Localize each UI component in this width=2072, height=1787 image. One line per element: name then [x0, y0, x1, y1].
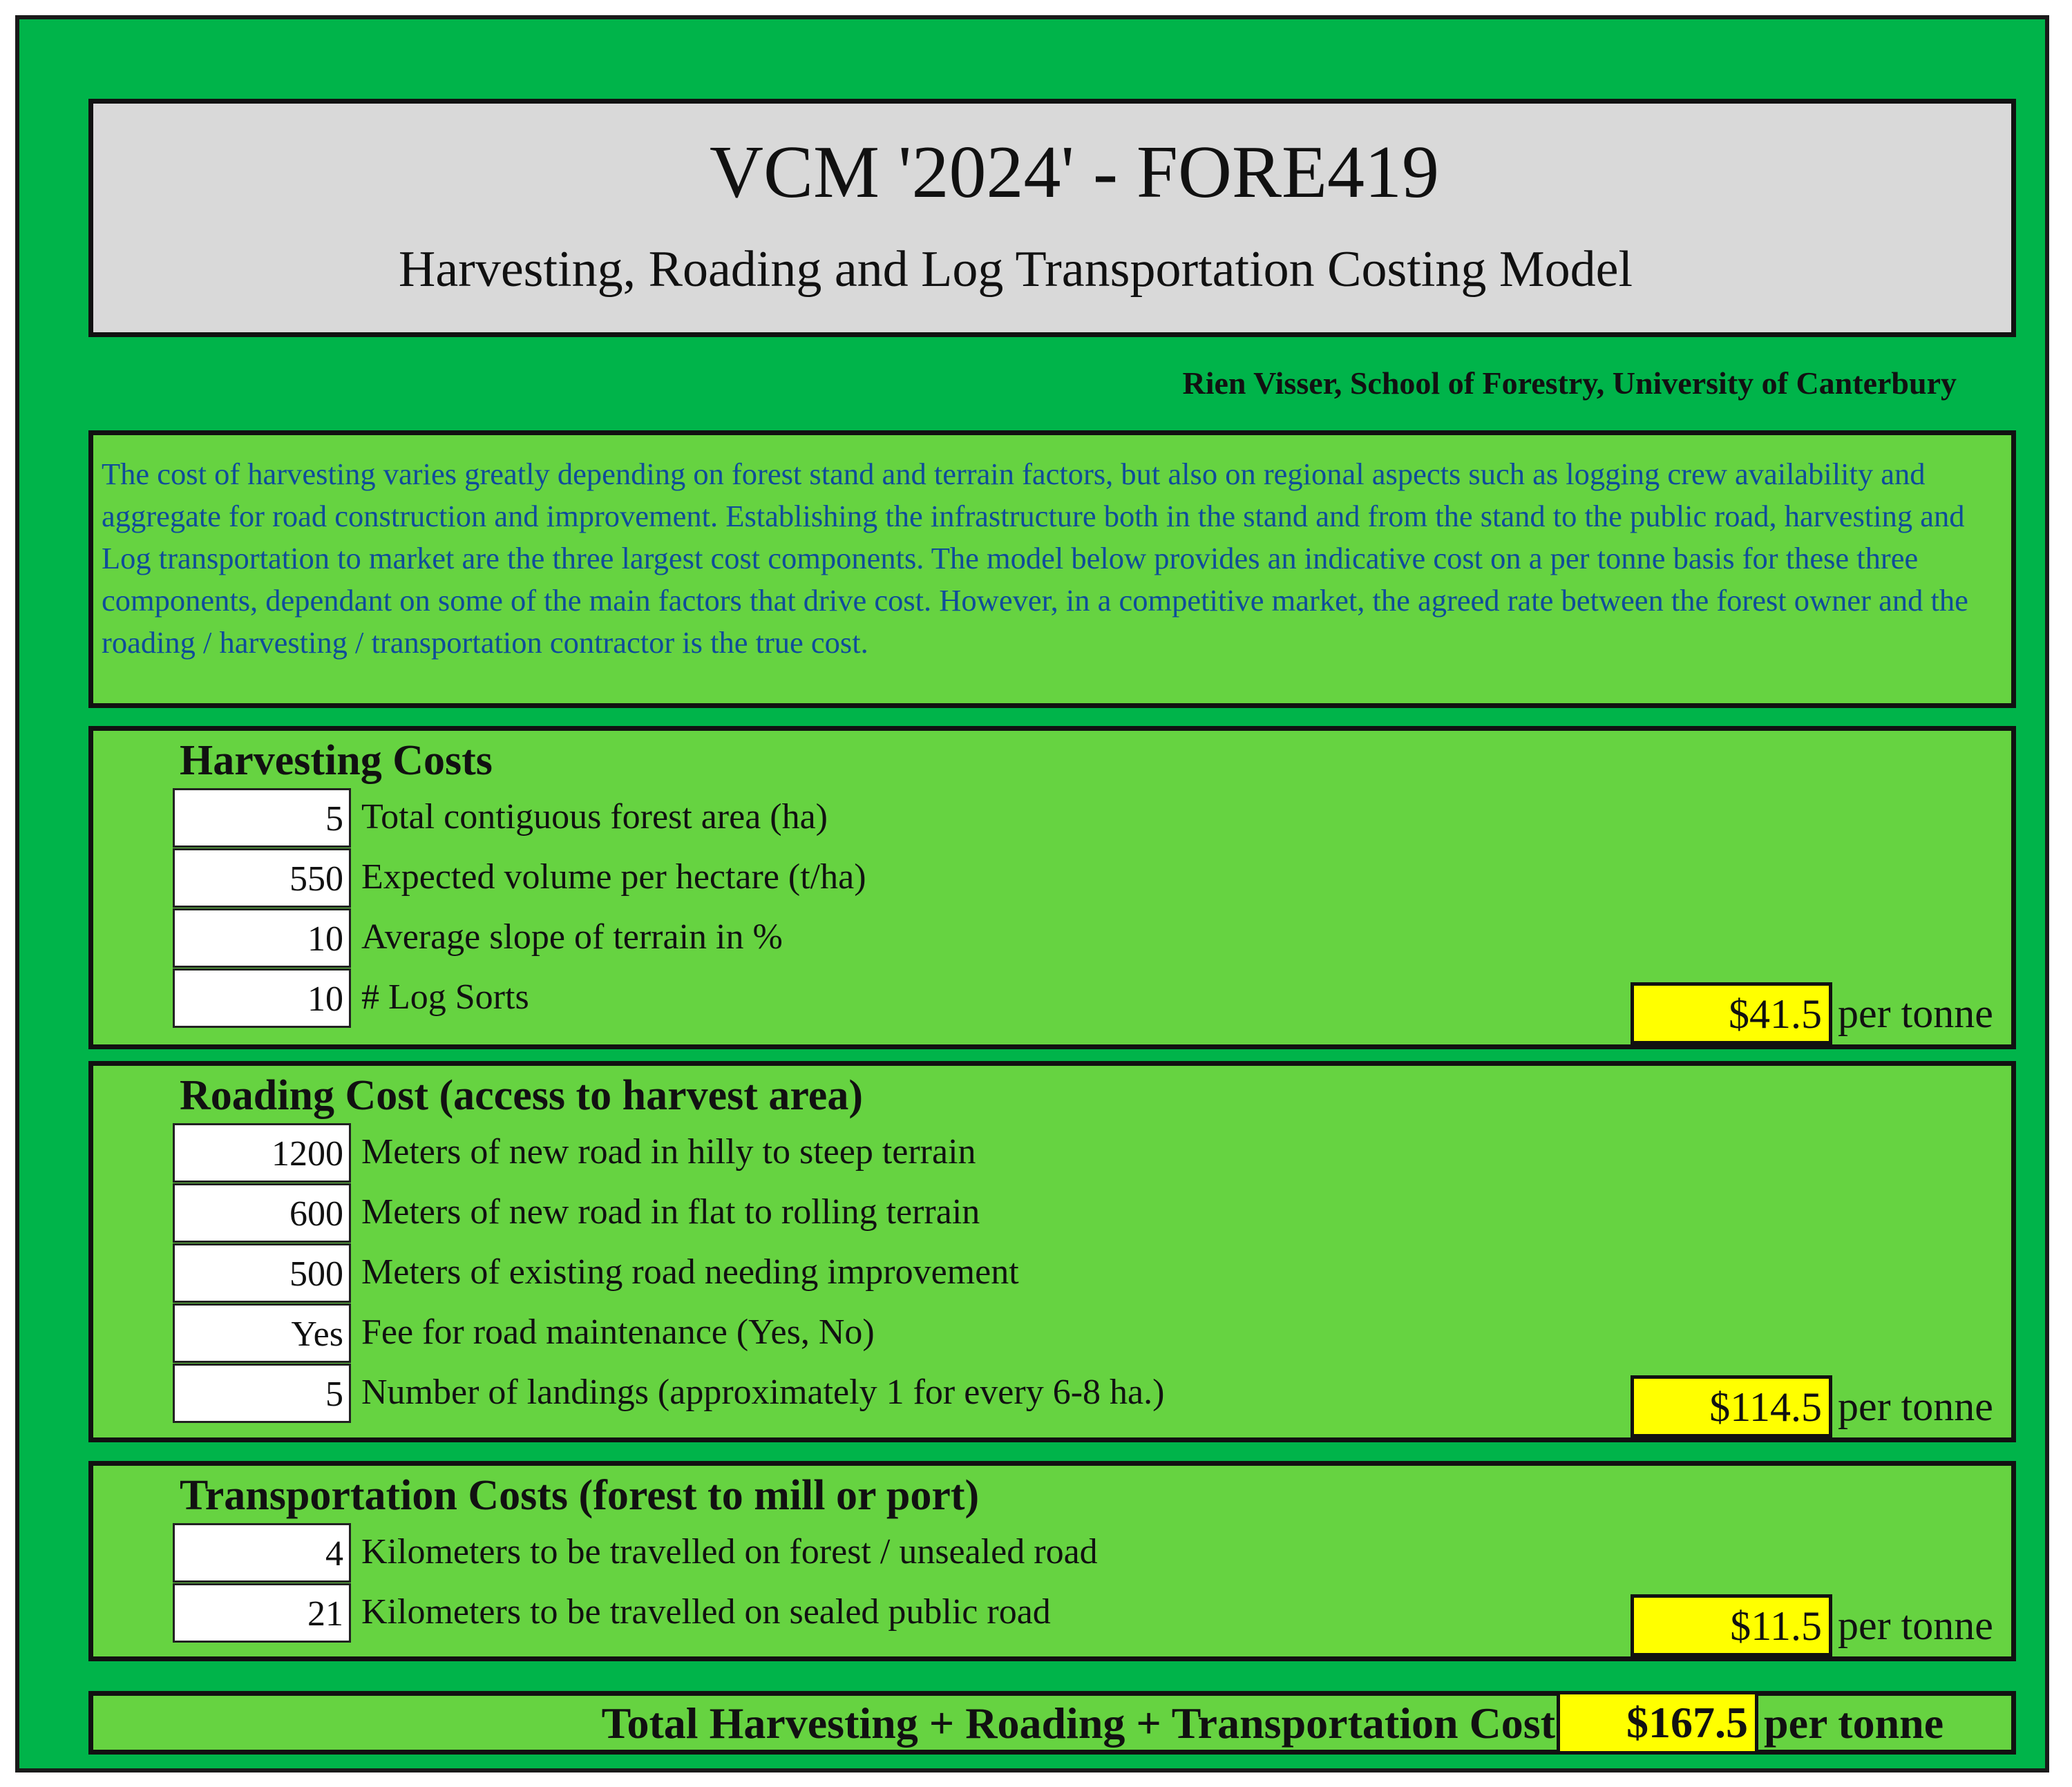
roading-section — [88, 1061, 2016, 1442]
steep-road-meters-label: Meters of new road in hilly to steep terrain — [361, 1132, 976, 1172]
total-cost-result: $167.5 — [1557, 1691, 1758, 1755]
model-frame — [15, 15, 2049, 1772]
harvesting-section — [88, 726, 2016, 1049]
volume-per-hectare-label: Expected volume per hectare (t/ha) — [361, 857, 866, 897]
transport-unit-label: per tonne — [1838, 1603, 1993, 1648]
landings-label: Number of landings (approximately 1 for every 6-8 ha.) — [361, 1373, 1165, 1412]
flat-road-meters-input[interactable]: 600 — [173, 1183, 351, 1243]
title-panel — [88, 99, 2016, 337]
road-improvement-label: Meters of existing road needing improvement — [361, 1252, 1019, 1292]
log-sorts-input[interactable]: 10 — [173, 968, 351, 1028]
maintenance-fee-input[interactable]: Yes — [173, 1303, 351, 1363]
roading-title: Roading Cost (access to harvest area) — [180, 1072, 863, 1119]
page-title: VCM '2024' - FORE419 — [709, 131, 1439, 213]
harvesting-title: Harvesting Costs — [180, 737, 493, 784]
sealed-km-label: Kilometers to be travelled on sealed public road — [361, 1592, 1051, 1632]
harvesting-cost-result: $41.5 — [1631, 982, 1832, 1044]
total-unit-label: per tonne — [1764, 1699, 1944, 1748]
harvesting-unit-label: per tonne — [1838, 991, 1993, 1036]
unsealed-km-input[interactable]: 4 — [173, 1523, 351, 1583]
unsealed-km-label: Kilometers to be travelled on forest / unsealed road — [361, 1532, 1098, 1571]
transport-section — [88, 1461, 2016, 1661]
page-subtitle: Harvesting, Roading and Log Transportation Costing Model — [398, 241, 1633, 298]
description-text: The cost of harvesting varies greatly depending on forest stand and terrain factors, but also on regional aspects such as logging crew availability and aggregate for road construction and improvement. Establishing the infrastructure both in the stand and from the stand to the public road, harvesting and Log transportation to market are the three largest cost components. The model below provides an indicative cost on a per tonne basis for these three components, dependant on some of the main factors that drive cost. However, in a competitive market, the agreed rate between the forest owner and the roading / harvesting / transportation contractor is the true cost. — [102, 457, 1968, 660]
sealed-km-input[interactable]: 21 — [173, 1583, 351, 1643]
author-credit: Rien Visser, School of Forestry, University of Canterbury — [1182, 365, 1957, 401]
description-panel — [88, 430, 2016, 708]
transport-title: Transportation Costs (forest to mill or port) — [180, 1472, 980, 1519]
forest-area-label: Total contiguous forest area (ha) — [361, 797, 828, 837]
slope-input[interactable]: 10 — [173, 908, 351, 968]
total-section — [88, 1691, 2016, 1755]
slope-label: Average slope of terrain in % — [361, 917, 783, 957]
steep-road-meters-input[interactable]: 1200 — [173, 1123, 351, 1183]
landings-input[interactable]: 5 — [173, 1364, 351, 1423]
roading-cost-result: $114.5 — [1631, 1375, 1832, 1437]
road-improvement-input[interactable]: 500 — [173, 1243, 351, 1303]
log-sorts-label: # Log Sorts — [361, 977, 529, 1017]
total-label: Total Harvesting + Roading + Transportation Cost — [601, 1699, 1555, 1748]
maintenance-fee-label: Fee for road maintenance (Yes, No) — [361, 1312, 875, 1352]
flat-road-meters-label: Meters of new road in flat to rolling terrain — [361, 1192, 980, 1232]
transport-cost-result: $11.5 — [1631, 1594, 1832, 1656]
roading-unit-label: per tonne — [1838, 1384, 1993, 1429]
forest-area-input[interactable]: 5 — [173, 788, 351, 848]
volume-per-hectare-input[interactable]: 550 — [173, 848, 351, 908]
